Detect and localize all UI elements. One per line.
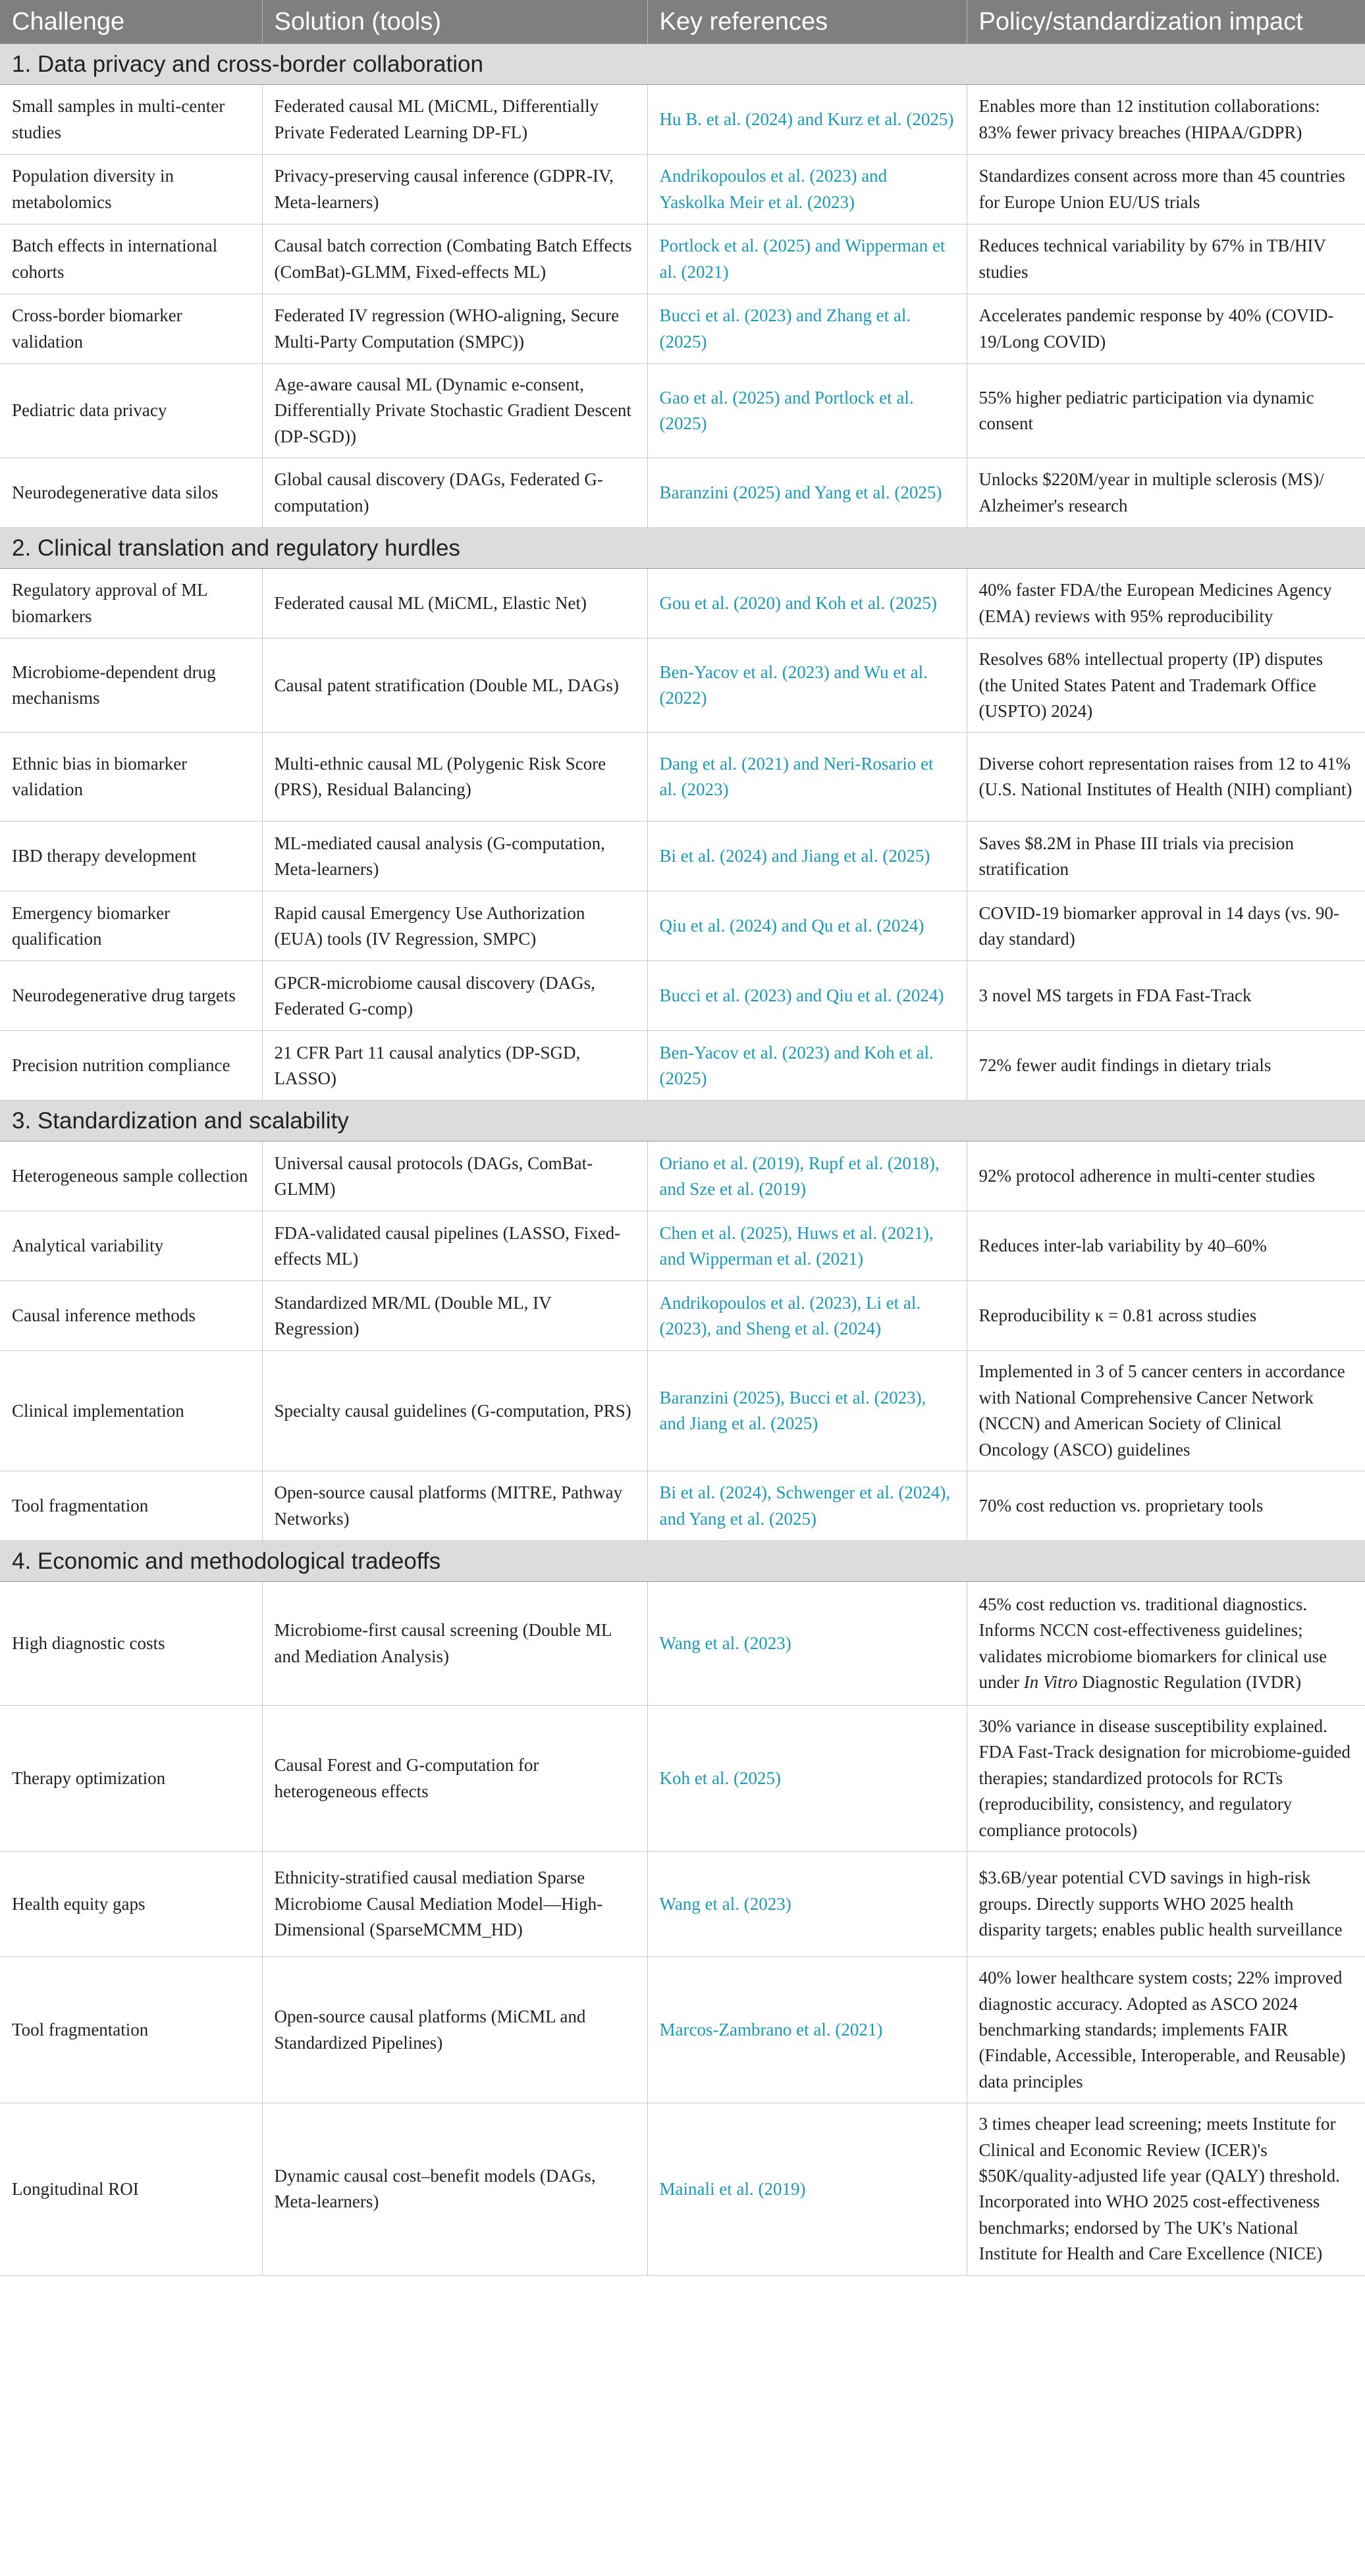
solution-cell: Ethnicity-stratified causal mediation Sparse Microbiome Causal Mediation Model—High-Dimensional (SparseMCMM_HD)	[262, 1852, 647, 1957]
table-row	[0, 891, 1365, 961]
solution-cell: Federated causal ML (MiCML, Elastic Net)	[262, 569, 647, 639]
impact-cell: 3 times cheaper lead screening; meets Institute for Clinical and Economic Review (ICER)'s $50K/quality-adjusted life year (QALY) threshold. Incorporated into WHO 2025 cost-effectiveness benchmarks; endorsed by The UK's National Institute for Health and Care Excellence (NICE)	[967, 2103, 1365, 2275]
table-row	[0, 458, 1365, 528]
impact-cell: 70% cost reduction vs. proprietary tools	[967, 1471, 1365, 1541]
section-title: 2. Clinical translation and regulatory hurdles	[0, 528, 1365, 569]
challenge-cell: Tool fragmentation	[0, 1957, 262, 2103]
solution-cell: Causal batch correction (Combating Batch Effects (ComBat)-GLMM, Fixed-effects ML)	[262, 224, 647, 294]
table-row	[0, 2103, 1365, 2275]
challenge-cell: Tool fragmentation	[0, 1471, 262, 1541]
section-header	[0, 528, 1365, 569]
solution-cell: Dynamic causal cost–benefit models (DAGs, Meta-learners)	[262, 2103, 647, 2275]
references-link[interactable]: Gou et al. (2020) and Koh et al. (2025)	[647, 569, 967, 639]
references-link[interactable]: Bucci et al. (2023) and Qiu et al. (2024)	[647, 961, 967, 1031]
challenge-cell: High diagnostic costs	[0, 1582, 262, 1706]
references-link[interactable]: Hu B. et al. (2024) and Kurz et al. (2025)	[647, 85, 967, 155]
section-header	[0, 1541, 1365, 1582]
references-link[interactable]: Andrikopoulos et al. (2023), Li et al. (2023), and Sheng et al. (2024)	[647, 1281, 967, 1351]
solution-cell: Open-source causal platforms (MITRE, Pathway Networks)	[262, 1471, 647, 1541]
challenge-cell: Pediatric data privacy	[0, 364, 262, 458]
table-row	[0, 1351, 1365, 1471]
references-link[interactable]: Wang et al. (2023)	[647, 1582, 967, 1706]
references-link[interactable]: Baranzini (2025), Bucci et al. (2023), and Jiang et al. (2025)	[647, 1351, 967, 1471]
challenge-cell: Cross-border biomarker validation	[0, 294, 262, 364]
challenge-cell: Regulatory approval of ML biomarkers	[0, 569, 262, 639]
impact-text: Diagnostic Regulation (IVDR)	[1077, 1671, 1302, 1692]
challenge-cell: Batch effects in international cohorts	[0, 224, 262, 294]
references-link[interactable]: Baranzini (2025) and Yang et al. (2025)	[647, 458, 967, 528]
solution-cell: Privacy-preserving causal inference (GDPR-IV, Meta-learners)	[262, 155, 647, 224]
impact-cell: 92% protocol adherence in multi-center studies	[967, 1142, 1365, 1211]
header-references: Key references	[647, 0, 967, 44]
impact-text: 45% cost reduction vs. traditional diagnostics. Informs NCCN cost-effectiveness guidelines; validates microbiome biomarkers for clinical use under	[978, 1594, 1327, 1692]
challenge-cell: Clinical implementation	[0, 1351, 262, 1471]
references-link[interactable]: Andrikopoulos et al. (2023) and Yaskolka Meir et al. (2023)	[647, 155, 967, 224]
table-row	[0, 364, 1365, 458]
references-link[interactable]: Qiu et al. (2024) and Qu et al. (2024)	[647, 891, 967, 961]
references-link[interactable]: Wang et al. (2023)	[647, 1852, 967, 1957]
impact-cell: Standardizes consent across more than 45 countries for Europe Union EU/US trials	[967, 155, 1365, 224]
impact-cell: 3 novel MS targets in FDA Fast-Track	[967, 961, 1365, 1031]
impact-cell: Reduces inter-lab variability by 40–60%	[967, 1211, 1365, 1281]
solution-cell: FDA-validated causal pipelines (LASSO, Fixed-effects ML)	[262, 1211, 647, 1281]
impact-cell	[967, 1582, 1365, 1706]
solution-cell: Universal causal protocols (DAGs, ComBat-GLMM)	[262, 1142, 647, 1211]
impact-cell: Saves $8.2M in Phase III trials via precision stratification	[967, 822, 1365, 891]
challenge-cell: Small samples in multi-center studies	[0, 85, 262, 155]
challenge-cell: IBD therapy development	[0, 822, 262, 891]
references-link[interactable]: Koh et al. (2025)	[647, 1706, 967, 1852]
references-link[interactable]: Dang et al. (2021) and Neri-Rosario et al. (2023)	[647, 733, 967, 822]
challenge-cell: Neurodegenerative data silos	[0, 458, 262, 528]
section-title: 1. Data privacy and cross-border collaboration	[0, 44, 1365, 85]
table-row	[0, 224, 1365, 294]
challenge-cell: Neurodegenerative drug targets	[0, 961, 262, 1031]
impact-italic-text: In Vitro	[1023, 1671, 1078, 1692]
table-row	[0, 85, 1365, 155]
impact-cell: Implemented in 3 of 5 cancer centers in accordance with National Comprehensive Cancer Network (NCCN) and American Society of Clinical Oncology (ASCO) guidelines	[967, 1351, 1365, 1471]
table-row	[0, 1211, 1365, 1281]
impact-cell: 72% fewer audit findings in dietary trials	[967, 1031, 1365, 1101]
references-link[interactable]: Ben-Yacov et al. (2023) and Wu et al. (2022)	[647, 639, 967, 733]
section-header	[0, 44, 1365, 85]
solution-cell: Microbiome-first causal screening (Double ML and Mediation Analysis)	[262, 1582, 647, 1706]
references-link[interactable]: Chen et al. (2025), Huws et al. (2021), and Wipperman et al. (2021)	[647, 1211, 967, 1281]
impact-cell: Resolves 68% intellectual property (IP) disputes (the United States Patent and Trademark Office (USPTO) 2024)	[967, 639, 1365, 733]
impact-cell: 55% higher pediatric participation via dynamic consent	[967, 364, 1365, 458]
challenge-cell: Analytical variability	[0, 1211, 262, 1281]
solution-cell: Rapid causal Emergency Use Authorization (EUA) tools (IV Regression, SMPC)	[262, 891, 647, 961]
references-link[interactable]: Portlock et al. (2025) and Wipperman et al. (2021)	[647, 224, 967, 294]
impact-cell: Enables more than 12 institution collaborations: 83% fewer privacy breaches (HIPAA/GDPR)	[967, 85, 1365, 155]
table-row	[0, 1031, 1365, 1101]
header-solution: Solution (tools)	[262, 0, 647, 44]
solution-cell: Open-source causal platforms (MiCML and Standardized Pipelines)	[262, 1957, 647, 2103]
impact-cell: 40% faster FDA/the European Medicines Agency (EMA) reviews with 95% reproducibility	[967, 569, 1365, 639]
challenge-cell: Health equity gaps	[0, 1852, 262, 1957]
table-row	[0, 569, 1365, 639]
references-link[interactable]: Marcos-Zambrano et al. (2021)	[647, 1957, 967, 2103]
section-header	[0, 1101, 1365, 1142]
challenge-cell: Microbiome-dependent drug mechanisms	[0, 639, 262, 733]
table-row	[0, 1706, 1365, 1852]
references-link[interactable]: Ben-Yacov et al. (2023) and Koh et al. (2025)	[647, 1031, 967, 1101]
solution-cell: Federated causal ML (MiCML, Differentially Private Federated Learning DP-FL)	[262, 85, 647, 155]
table-row	[0, 1142, 1365, 1211]
references-link[interactable]: Bi et al. (2024) and Jiang et al. (2025)	[647, 822, 967, 891]
references-link[interactable]: Gao et al. (2025) and Portlock et al. (2025)	[647, 364, 967, 458]
challenge-cell: Emergency biomarker qualification	[0, 891, 262, 961]
header-row	[0, 0, 1365, 44]
challenge-cell: Precision nutrition compliance	[0, 1031, 262, 1101]
challenge-cell: Therapy optimization	[0, 1706, 262, 1852]
challenge-cell: Causal inference methods	[0, 1281, 262, 1351]
header-challenge: Challenge	[0, 0, 262, 44]
impact-cell: Reduces technical variability by 67% in TB/HIV studies	[967, 224, 1365, 294]
references-link[interactable]: Bi et al. (2024), Schwenger et al. (2024), and Yang et al. (2025)	[647, 1471, 967, 1541]
table-row	[0, 822, 1365, 891]
solution-cell: Federated IV regression (WHO-aligning, Secure Multi-Party Computation (SMPC))	[262, 294, 647, 364]
solution-cell: Multi-ethnic causal ML (Polygenic Risk Score (PRS), Residual Balancing)	[262, 733, 647, 822]
impact-cell: Unlocks $220M/year in multiple sclerosis (MS)/ Alzheimer's research	[967, 458, 1365, 528]
table-row	[0, 1471, 1365, 1541]
references-link[interactable]: Mainali et al. (2019)	[647, 2103, 967, 2275]
solution-cell: Standardized MR/ML (Double ML, IV Regression)	[262, 1281, 647, 1351]
solution-cell: Specialty causal guidelines (G-computation, PRS)	[262, 1351, 647, 1471]
header-impact: Policy/standardization impact	[967, 0, 1365, 44]
table-row	[0, 294, 1365, 364]
solution-cell: Causal Forest and G-computation for heterogeneous effects	[262, 1706, 647, 1852]
table-row	[0, 1281, 1365, 1351]
references-link[interactable]: Oriano et al. (2019), Rupf et al. (2018), and Sze et al. (2019)	[647, 1142, 967, 1211]
impact-cell: 40% lower healthcare system costs; 22% improved diagnostic accuracy. Adopted as ASCO 2024 benchmarking standards; implements FAIR (Findable, Accessible, Interoperable, and Reusable) data principles	[967, 1957, 1365, 2103]
solution-cell: Global causal discovery (DAGs, Federated G-computation)	[262, 458, 647, 528]
challenge-cell: Population diversity in metabolomics	[0, 155, 262, 224]
challenge-cell: Longitudinal ROI	[0, 2103, 262, 2275]
impact-cell: Diverse cohort representation raises from 12 to 41% (U.S. National Institutes of Health (NIH) compliant)	[967, 733, 1365, 822]
table-row	[0, 1957, 1365, 2103]
table-row	[0, 733, 1365, 822]
solution-cell: 21 CFR Part 11 causal analytics (DP-SGD, LASSO)	[262, 1031, 647, 1101]
solution-cell: Age-aware causal ML (Dynamic e-consent, Differentially Private Stochastic Gradient Descent (DP-SGD))	[262, 364, 647, 458]
table-body	[0, 44, 1365, 2276]
solution-cell: ML-mediated causal analysis (G-computation, Meta-learners)	[262, 822, 647, 891]
section-title: 4. Economic and methodological tradeoffs	[0, 1541, 1365, 1582]
challenge-cell: Heterogeneous sample collection	[0, 1142, 262, 1211]
references-link[interactable]: Bucci et al. (2023) and Zhang et al. (2025)	[647, 294, 967, 364]
table-row	[0, 639, 1365, 733]
table-row	[0, 961, 1365, 1031]
table-row	[0, 155, 1365, 224]
table-row	[0, 1582, 1365, 1706]
table-row	[0, 1852, 1365, 1957]
solution-cell: Causal patent stratification (Double ML, DAGs)	[262, 639, 647, 733]
impact-cell: Reproducibility κ = 0.81 across studies	[967, 1281, 1365, 1351]
challenge-cell: Ethnic bias in biomarker validation	[0, 733, 262, 822]
impact-cell: 30% variance in disease susceptibility explained. FDA Fast-Track designation for microbiome-guided therapies; standardized protocols for RCTs (reproducibility, consistency, and regulatory compliance protocols)	[967, 1706, 1365, 1852]
impact-cell: COVID-19 biomarker approval in 14 days (vs. 90-day standard)	[967, 891, 1365, 961]
solution-cell: GPCR-microbiome causal discovery (DAGs, Federated G-comp)	[262, 961, 647, 1031]
section-title: 3. Standardization and scalability	[0, 1101, 1365, 1142]
impact-cell: $3.6B/year potential CVD savings in high-risk groups. Directly supports WHO 2025 health disparity targets; enables public health surveillance	[967, 1852, 1365, 1957]
impact-cell: Accelerates pandemic response by 40% (COVID-19/Long COVID)	[967, 294, 1365, 364]
